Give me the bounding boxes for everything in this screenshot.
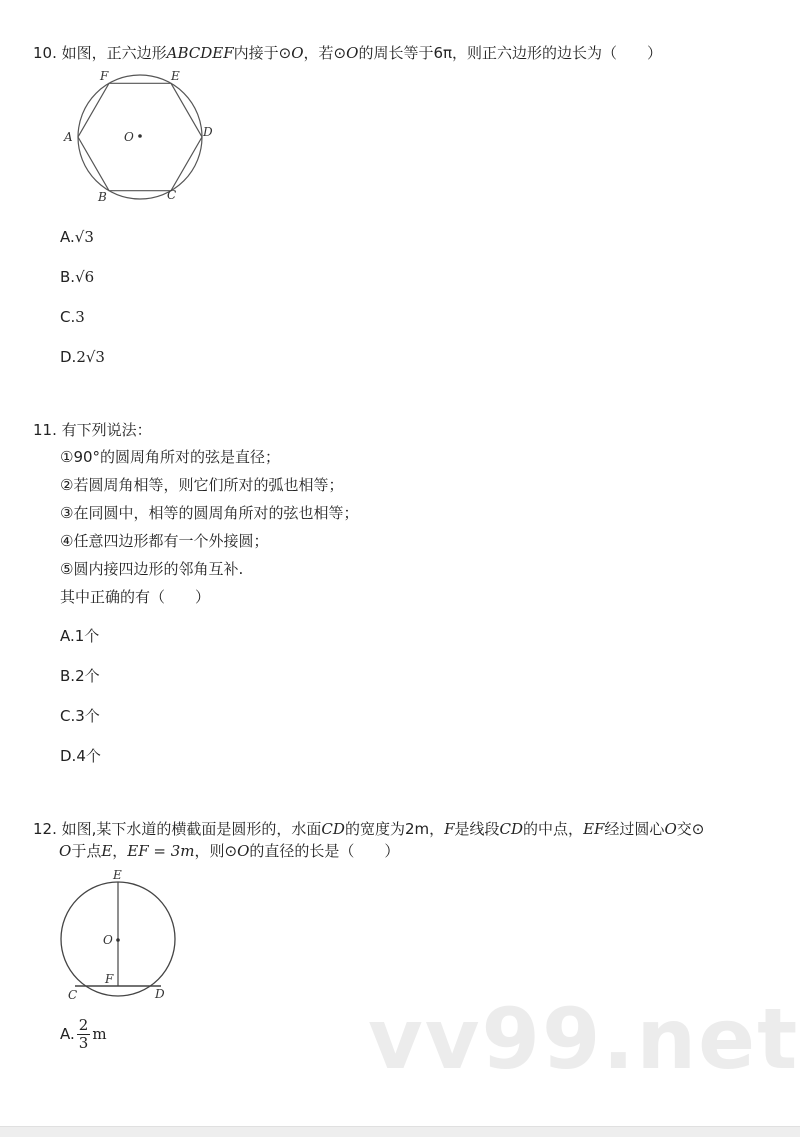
question-10-stem: 10. 如图，正六边形ABCDEF内接于⊙O，若⊙O的周长等于6π，则正六边形的边长为（ ） xyxy=(33,44,663,62)
q11-option-b[interactable]: B.2个 xyxy=(60,667,100,685)
q12-option-a[interactable]: A. $\frac{2}{3}$ m xyxy=(60,1016,107,1052)
hexagon-in-circle-figure xyxy=(60,64,230,209)
q11-statement-3: ③在同圆中，相等的圆周角所对的弦也相等； xyxy=(60,504,359,522)
label-f: F xyxy=(100,69,109,83)
q10-option-d[interactable]: D.2√3 xyxy=(60,348,105,366)
q11-option-a[interactable]: A.1个 xyxy=(60,627,100,645)
q11-statement-1: ①90°的圆周角所对的弦是直径； xyxy=(60,448,281,466)
q11-statement-4: ④任意四边形都有一个外接圆； xyxy=(60,532,269,550)
label-a: A xyxy=(64,130,73,144)
label-o: O xyxy=(103,933,113,947)
q11-statement-5: ⑤圆内接四边形的邻角互补. xyxy=(60,560,244,578)
question-number: 11. xyxy=(33,421,57,439)
question-12 xyxy=(33,818,704,862)
q11-option-c[interactable]: C.3个 xyxy=(60,707,100,725)
label-e: E xyxy=(113,868,122,882)
label-e: E xyxy=(171,69,180,83)
question-11 xyxy=(33,419,152,441)
label-d: D xyxy=(203,125,213,139)
question-11-stem: 11. 有下列说法： xyxy=(33,421,152,439)
question-12-stem-line-1: 12. 如图,某下水道的横截面是圆形的，水面CD的宽度为2m，F是线段CD的中点，EF经过圆心O交⊙ xyxy=(33,820,705,838)
center-point xyxy=(116,938,120,942)
question-12-stem-line-2: O于点E，EF = 3m，则⊙O的直径的长是（ ） xyxy=(59,842,400,860)
question-number: 10. xyxy=(33,44,57,62)
label-c: C xyxy=(68,988,78,1002)
watermark: vv99.net xyxy=(368,990,800,1088)
center-point xyxy=(138,134,142,138)
q11-option-d[interactable]: D.4个 xyxy=(60,747,101,765)
q11-prompt: 其中正确的有（ ） xyxy=(60,588,211,606)
q10-option-b[interactable]: B.√6 xyxy=(60,268,95,286)
q11-statement-2: ②若圆周角相等，则它们所对的弧也相等； xyxy=(60,476,344,494)
question-number: 12. xyxy=(33,820,57,838)
q10-option-a[interactable]: A.√3 xyxy=(60,228,94,246)
label-f: F xyxy=(105,972,114,986)
page-bottom-edge xyxy=(0,1126,800,1137)
fraction: $\frac{2}{3}$ xyxy=(78,1016,89,1052)
label-c: C xyxy=(167,188,177,202)
label-b: B xyxy=(98,190,107,204)
q10-option-c[interactable]: C.3 xyxy=(60,308,85,326)
question-10 xyxy=(33,42,662,64)
label-d: D xyxy=(155,987,165,1001)
sewer-circle-figure xyxy=(55,866,185,1004)
label-o: O xyxy=(124,130,134,144)
